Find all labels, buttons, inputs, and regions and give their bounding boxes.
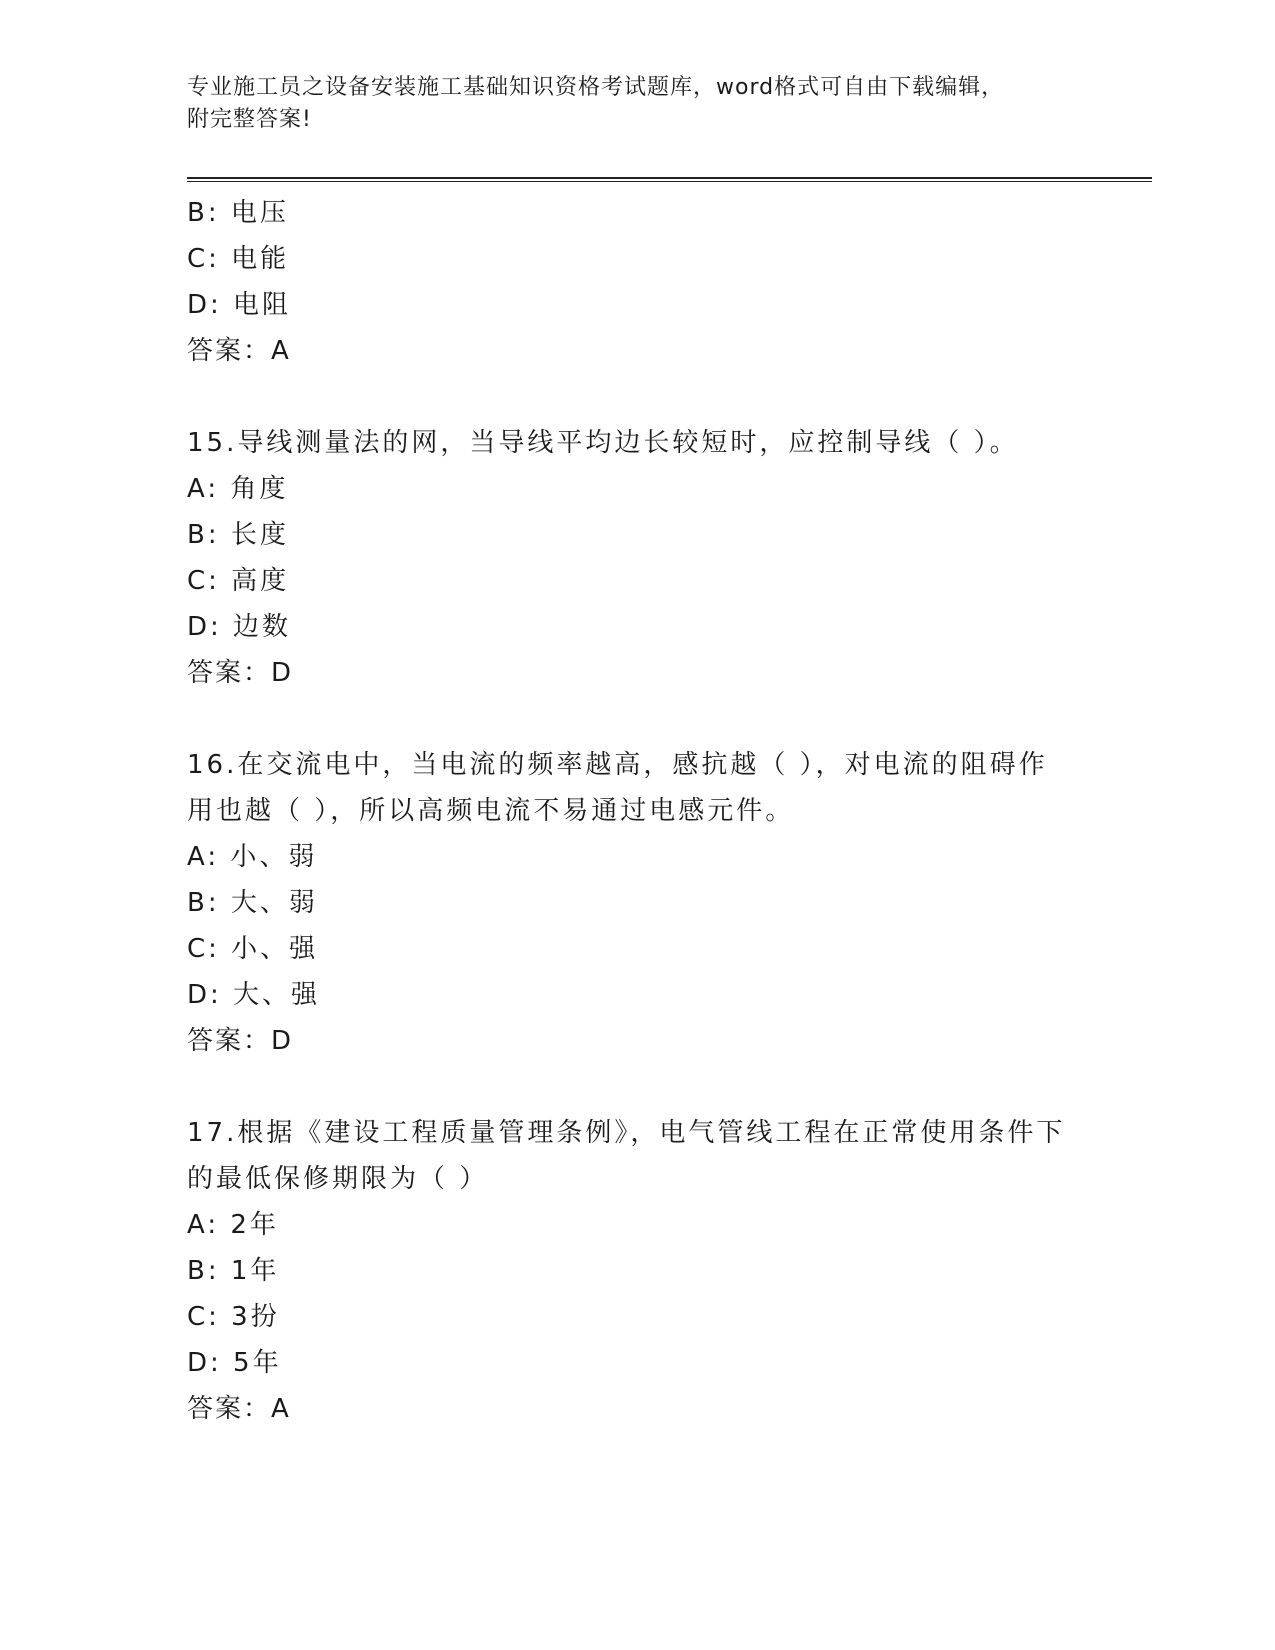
spacer: [187, 696, 1087, 742]
question-text: 15.导线测量法的网，当导线平均边长较短时，应控制导线（ ）。: [187, 428, 1019, 458]
header-divider: [187, 177, 1152, 182]
option-d: D: 5年: [187, 1348, 282, 1378]
answer-line: 答案：D: [187, 1026, 294, 1056]
spacer: [187, 1064, 1087, 1110]
question-16: [187, 742, 1087, 1064]
option-c: C: 小、强: [187, 934, 319, 964]
question-text-line-2: 的最低保修期限为（ ）: [187, 1164, 489, 1194]
option-d: D: 边数: [187, 612, 292, 642]
answer-line: 答案：D: [187, 658, 294, 688]
option-a: A: 小、弱: [187, 842, 318, 872]
answer-line: 答案：A: [187, 1394, 291, 1424]
option-c: C: 高度: [187, 566, 290, 596]
question-text-line-1: 17.根据《建设工程质量管理条例》，电气管线工程在正常使用条件下: [187, 1118, 1066, 1148]
question-text-line-1: 16.在交流电中，当电流的频率越高，感抗越（ ），对电流的阻碍作: [187, 750, 1048, 780]
header-line-2: 附完整答案!: [187, 107, 312, 132]
option-b: B: 1年: [187, 1256, 280, 1286]
option-c: C: 电能: [187, 244, 290, 274]
question-17: [187, 1110, 1087, 1432]
option-a: A: 2年: [187, 1210, 279, 1240]
question-14-continued: [187, 190, 1087, 374]
option-d: D: 大、强: [187, 980, 321, 1010]
document-header: [187, 72, 1067, 136]
question-15: [187, 420, 1087, 696]
option-a: A: 角度: [187, 474, 289, 504]
header-line-1: 专业施工员之设备安装施工基础知识资格考试题库，word格式可自由下载编辑，: [187, 75, 1005, 100]
option-b: B: 大、弱: [187, 888, 318, 918]
question-text-line-2: 用也越（ ），所以高频电流不易通过电感元件。: [187, 796, 795, 826]
option-b: B: 长度: [187, 520, 289, 550]
option-c: C: 3扮: [187, 1302, 280, 1332]
answer-line: 答案：A: [187, 336, 291, 366]
option-d: D: 电阻: [187, 290, 292, 320]
question-list: [187, 190, 1087, 1432]
option-b: B: 电压: [187, 198, 289, 228]
spacer: [187, 374, 1087, 420]
